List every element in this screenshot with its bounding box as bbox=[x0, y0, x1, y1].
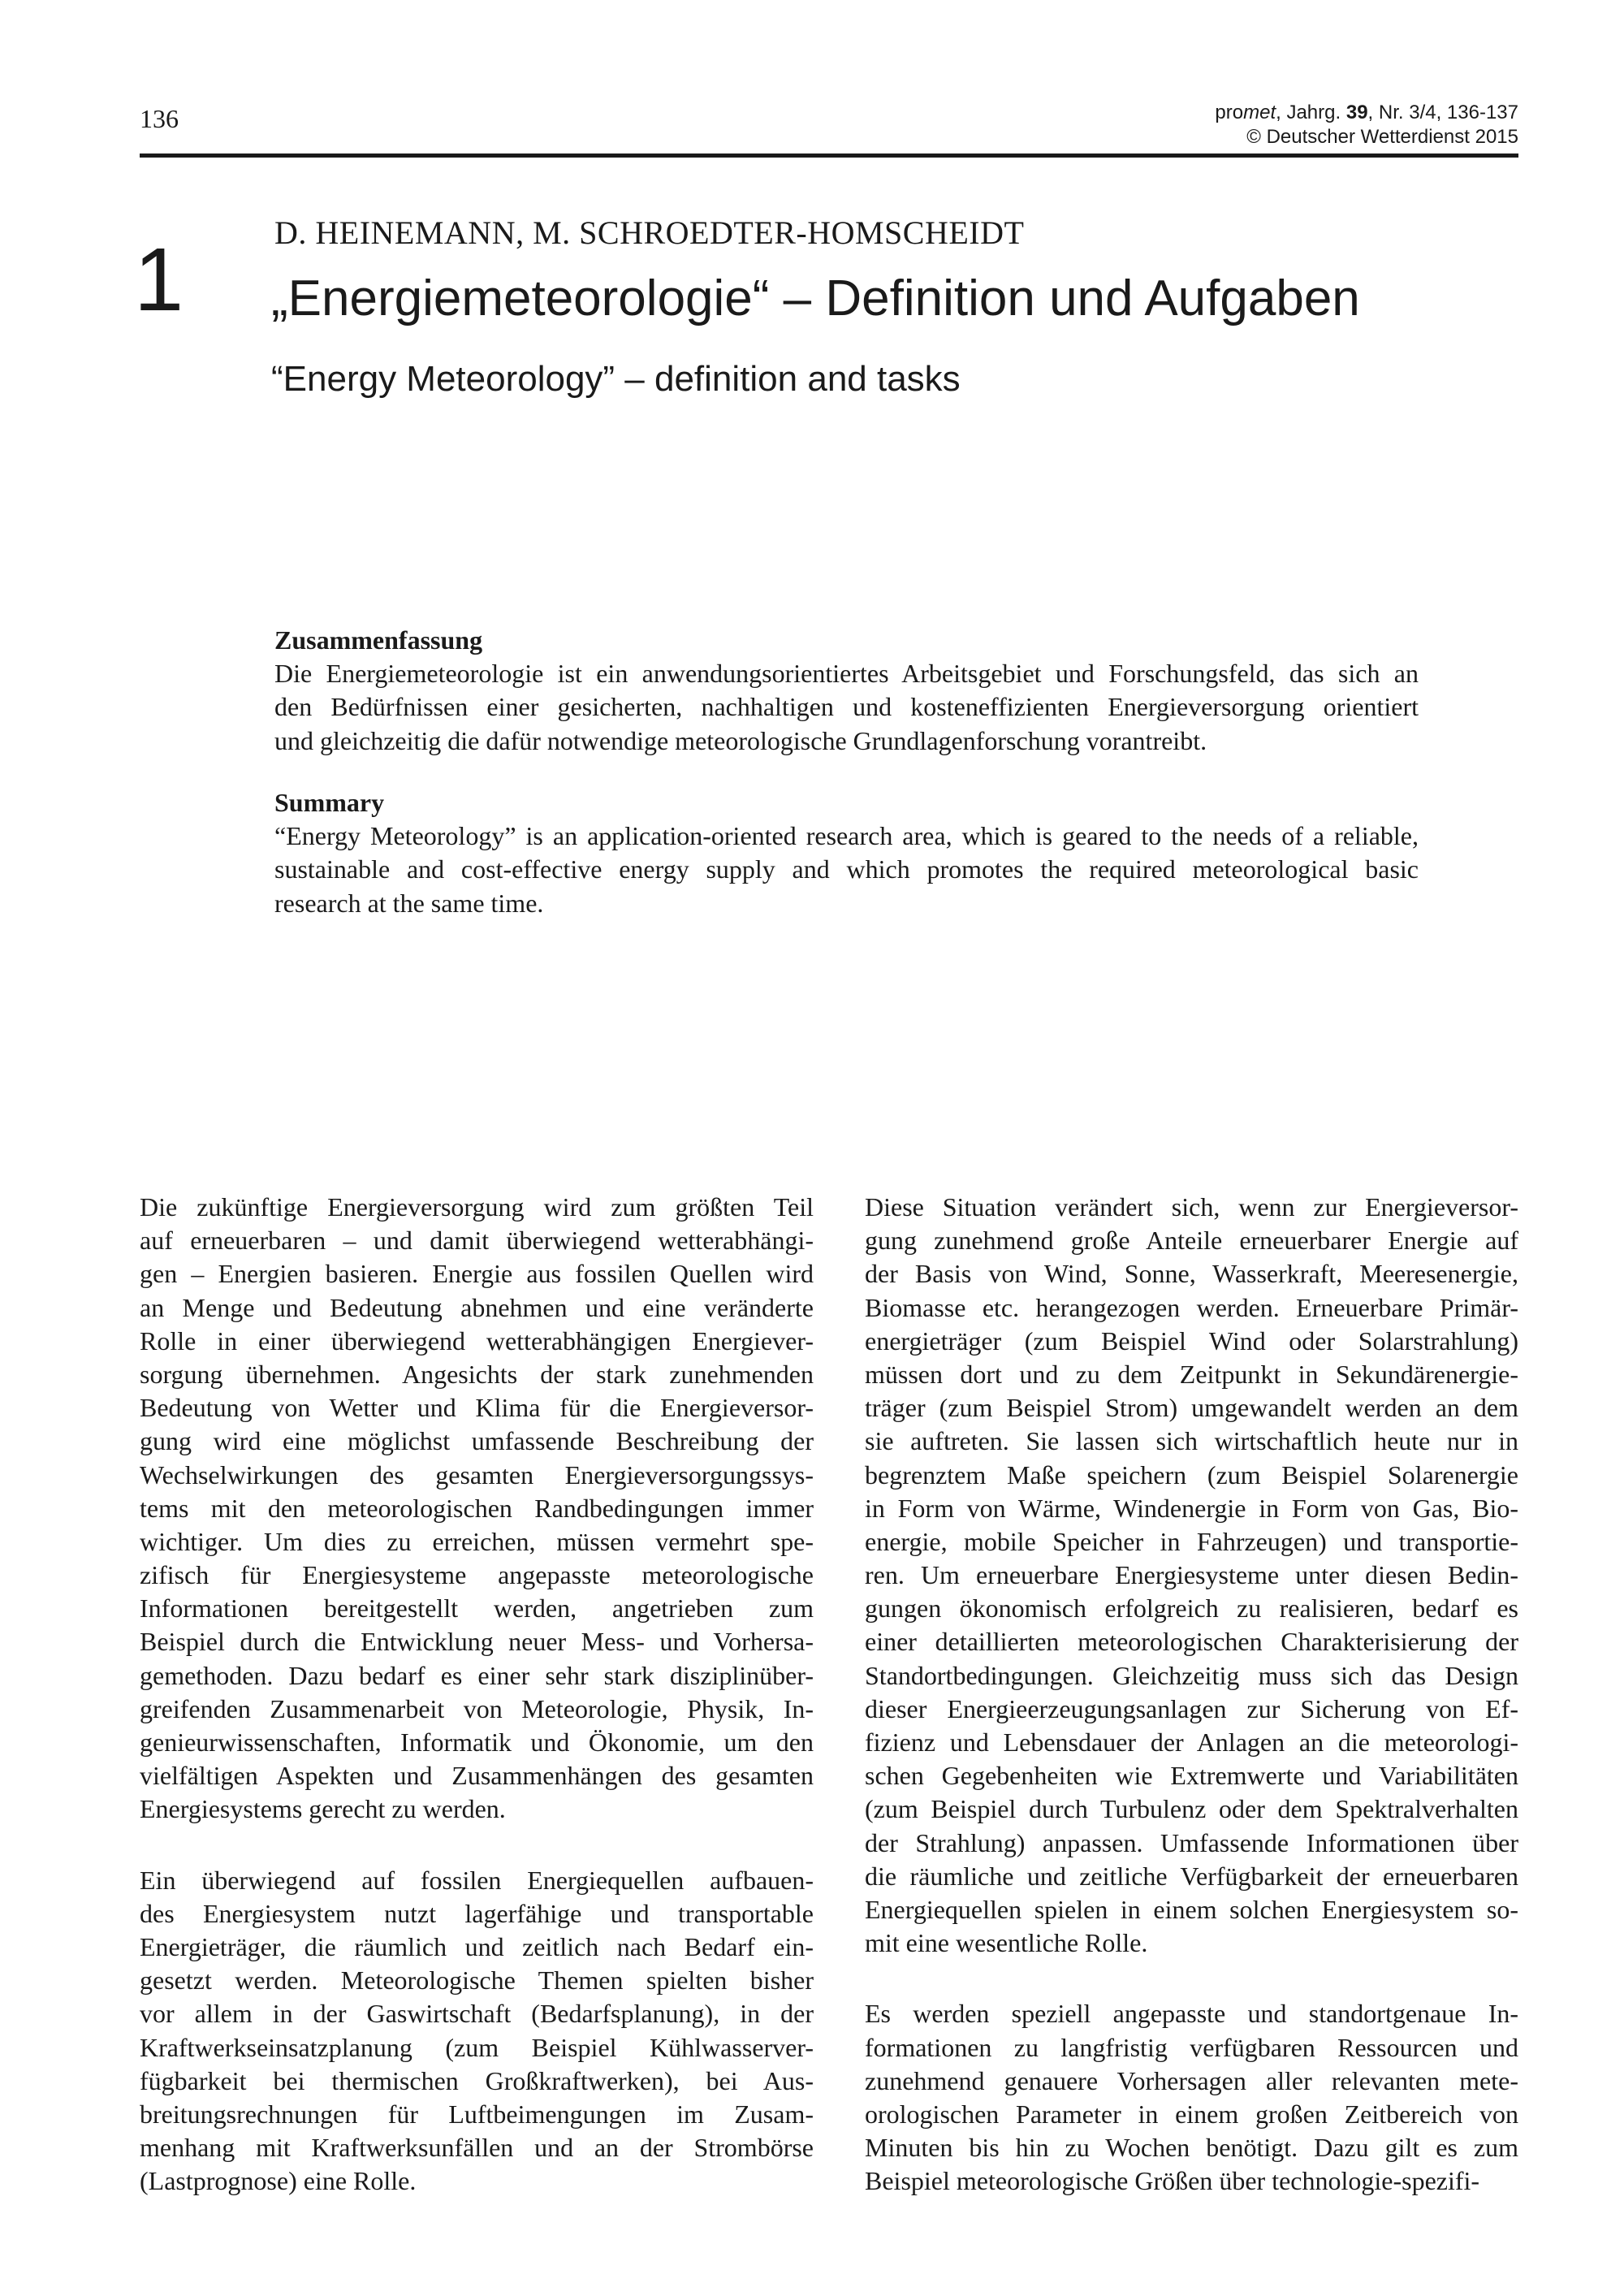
text-line: Bedeutung von Wetter und Klima für die Energieversor- bbox=[140, 1393, 814, 1423]
text-line: vielfältigen Aspekten und Zusammenhängen des gesamten bbox=[140, 1761, 814, 1791]
text-line: breitungsrechnungen für Luftbeimengungen im Zusam- bbox=[140, 2099, 814, 2129]
text-line: schen Gegebenheiten wie Extremwerte und Variabilitäten bbox=[865, 1761, 1518, 1791]
text-line: Die Energiemeteorologie ist ein anwendungsorientiertes Arbeitsgebiet und Forschungsfeld, das sich an bbox=[274, 659, 1419, 689]
text-line: Biomasse etc. herangezogen werden. Erneuerbare Primär- bbox=[865, 1292, 1518, 1322]
text-line: Informationen bereitgestellt werden, angetrieben zum bbox=[140, 1593, 814, 1624]
text-line: tems mit den meteorologischen Randbedingungen immer bbox=[140, 1493, 814, 1523]
journal-volume: 39 bbox=[1345, 102, 1368, 123]
text-line: Minuten bis hin zu Wochen benötigt. Dazu gilt es zum bbox=[865, 2133, 1518, 2163]
text-line: Energiesystems gerecht zu werden. bbox=[140, 1794, 506, 1824]
text-line: Standortbedingungen. Gleichzeitig muss sich das Design bbox=[865, 1660, 1518, 1690]
text-line: gungen ökonomisch erfolgreich zu realisieren, bedarf es bbox=[865, 1593, 1518, 1624]
paragraph bbox=[865, 1191, 1518, 1960]
text-line: Energiequellen spielen in einem solchen Energiesystem so- bbox=[865, 1894, 1518, 1924]
paragraph bbox=[140, 1864, 814, 2199]
text-line: Rolle in einer überwiegend wetterabhängigen Energiever- bbox=[140, 1325, 814, 1356]
text-line: genieurwissenschaften, Informatik und Ökonomie, um den bbox=[140, 1727, 814, 1757]
text-line: gung wird eine möglichst umfassende Beschreibung der bbox=[140, 1426, 814, 1456]
text-line: Ein überwiegend auf fossilen Energiequellen aufbauen- bbox=[140, 1865, 814, 1895]
text-line: “Energy Meteorology” is an application-oriented research area, which is geared to the needs of a reliable, bbox=[274, 821, 1419, 851]
journal-name-emphasis: met bbox=[1243, 102, 1276, 123]
text-line: greifenden Zusammenarbeit von Meteorologie, Physik, In- bbox=[140, 1693, 814, 1723]
paragraph bbox=[140, 1191, 814, 1827]
text-line: Energieträger, die räumlich und zeitlich nach Bedarf ein- bbox=[140, 1931, 814, 1961]
text-line: dieser Energieerzeugungsanlagen zur Sicherung von Ef- bbox=[865, 1693, 1518, 1723]
body-column-right bbox=[865, 1191, 1518, 2198]
authors: D. HEINEMANN, M. SCHROEDTER-HOMSCHEIDT bbox=[274, 214, 1025, 251]
text-line: vor allem in der Gaswirtschaft (Bedarfsplanung), in der bbox=[140, 1999, 814, 2029]
chapter-number: 1 bbox=[134, 230, 184, 330]
text-line: orologischen Parameter in einem großen Zeitbereich von bbox=[865, 2099, 1518, 2129]
journal-issue-pages: , Nr. 3/4, 136-137 bbox=[1367, 102, 1518, 123]
text-line: (zum Beispiel durch Turbulenz oder dem Spektralverhalten bbox=[865, 1794, 1518, 1824]
text-line: Wechselwirkungen des gesamten Energieversorgungssys- bbox=[140, 1459, 814, 1490]
text-line: ren. Um erneuerbare Energiesysteme unter diesen Bedin- bbox=[865, 1560, 1518, 1590]
text-line: träger (zum Beispiel Strom) umgewandelt werden an dem bbox=[865, 1393, 1518, 1423]
text-line: (Lastprognose) eine Rolle. bbox=[140, 2166, 417, 2196]
text-line: den Bedürfnissen einer gesicherten, nachhaltigen und kosteneffizienten Energieversorgung orientiert bbox=[274, 692, 1419, 722]
abstract-english bbox=[274, 786, 1419, 920]
paragraph-gap bbox=[140, 1827, 814, 1864]
text-line: und gleichzeitig die dafür notwendige meteorologische Grundlagenforschung vorantreibt. bbox=[274, 725, 1207, 755]
text-line: gemethoden. Dazu bedarf es einer sehr stark disziplinüber- bbox=[140, 1660, 814, 1690]
journal-citation bbox=[1215, 101, 1518, 149]
text-line: menhang mit Kraftwerksunfällen und an der Strombörse bbox=[140, 2133, 814, 2163]
text-line: der Basis von Wind, Sonne, Wasserkraft, Meeresenergie, bbox=[865, 1259, 1518, 1289]
text-line: des Energiesystem nutzt lagerfähige und transportable bbox=[140, 1898, 814, 1928]
page-number: 136 bbox=[140, 104, 179, 133]
text-line: Es werden speziell angepasste und standortgenaue In- bbox=[865, 1999, 1518, 2029]
summary-heading: Summary bbox=[274, 788, 385, 817]
text-line: zunehmend genauere Vorhersagen aller relevanten mete- bbox=[865, 2065, 1518, 2095]
text-line: müssen dort und zu dem Zeitpunkt in Sekundärenergie- bbox=[865, 1359, 1518, 1389]
paragraph-gap bbox=[865, 1960, 1518, 1997]
body-column-left bbox=[140, 1191, 814, 2198]
text-line: fizienz und Lebensdauer der Anlagen an die meteorologi- bbox=[865, 1727, 1518, 1757]
text-line: gung zunehmend große Anteile erneuerbarer Energie auf bbox=[865, 1226, 1518, 1256]
copyright: © Deutscher Wetterdienst 2015 bbox=[1246, 126, 1518, 148]
text-line: energie, mobile Speicher in Fahrzeugen) und transportie- bbox=[865, 1526, 1518, 1556]
text-line: sustainable and cost-effective energy supply and which promotes the required meteorological basic bbox=[274, 854, 1419, 884]
journal-issue bbox=[1215, 101, 1518, 125]
text-line: begrenztem Maße speichern (zum Beispiel Solarenergie bbox=[865, 1459, 1518, 1490]
text-line: die räumliche und zeitliche Verfügbarkeit der erneuerbaren bbox=[865, 1861, 1518, 1891]
text-line: zifisch für Energiesysteme angepasste meteorologische bbox=[140, 1560, 814, 1590]
text-line: einer detaillierten meteorologischen Charakterisierung der bbox=[865, 1627, 1518, 1657]
text-line: Diese Situation verändert sich, wenn zur Energieversor- bbox=[865, 1192, 1518, 1222]
text-line: sorgung übernehmen. Angesichts der stark zunehmenden bbox=[140, 1359, 814, 1389]
text-line: Die zukünftige Energieversorgung wird zum größten Teil bbox=[140, 1192, 814, 1222]
paragraph bbox=[865, 1997, 1518, 2198]
text-line: Beispiel meteorologische Größen über technologie-spezifi- bbox=[865, 2166, 1480, 2196]
text-line: gen – Energien basieren. Energie aus fossilen Quellen wird bbox=[140, 1259, 814, 1289]
text-line: gesetzt werden. Meteorologische Themen spielten bisher bbox=[140, 1965, 814, 1995]
abstract-heading: Zusammenfassung bbox=[274, 625, 483, 655]
header-rule bbox=[140, 153, 1518, 158]
text-line: auf erneuerbaren – und damit überwiegend wetterabhängi- bbox=[140, 1226, 814, 1256]
text-line: fügbarkeit bei thermischen Großkraftwerken), bei Aus- bbox=[140, 2065, 814, 2095]
text-line: wichtiger. Um dies zu erreichen, müssen vermehrt spe- bbox=[140, 1526, 814, 1556]
journal-year-label: , Jahrg. bbox=[1276, 102, 1346, 123]
text-line: der Strahlung) anpassen. Umfassende Informationen über bbox=[865, 1827, 1518, 1857]
text-line: research at the same time. bbox=[274, 888, 544, 918]
journal-name-prefix: pro bbox=[1215, 102, 1244, 123]
article-subtitle: “Energy Meteorology” – definition and tasks bbox=[271, 359, 961, 399]
text-line: in Form von Wärme, Windenergie in Form von Gas, Bio- bbox=[865, 1493, 1518, 1523]
abstract-german bbox=[274, 624, 1419, 758]
text-line: energieträger (zum Beispiel Wind oder Solarstrahlung) bbox=[865, 1325, 1518, 1356]
text-line: an Menge und Bedeutung abnehmen und eine veränderte bbox=[140, 1292, 814, 1322]
text-line: sie auftreten. Sie lassen sich wirtschaftlich heute nur in bbox=[865, 1426, 1518, 1456]
text-line: formationen zu langfristig verfügbaren Ressourcen und bbox=[865, 2032, 1518, 2062]
text-line: mit eine wesentliche Rolle. bbox=[865, 1928, 1148, 1958]
text-line: Kraftwerkseinsatzplanung (zum Beispiel Kühlwasserver- bbox=[140, 2032, 814, 2062]
article-title: „Energiemeteorologie“ – Definition und Aufgaben bbox=[271, 270, 1360, 326]
text-line: Beispiel durch die Entwicklung neuer Mess- und Vorhersa- bbox=[140, 1627, 814, 1657]
